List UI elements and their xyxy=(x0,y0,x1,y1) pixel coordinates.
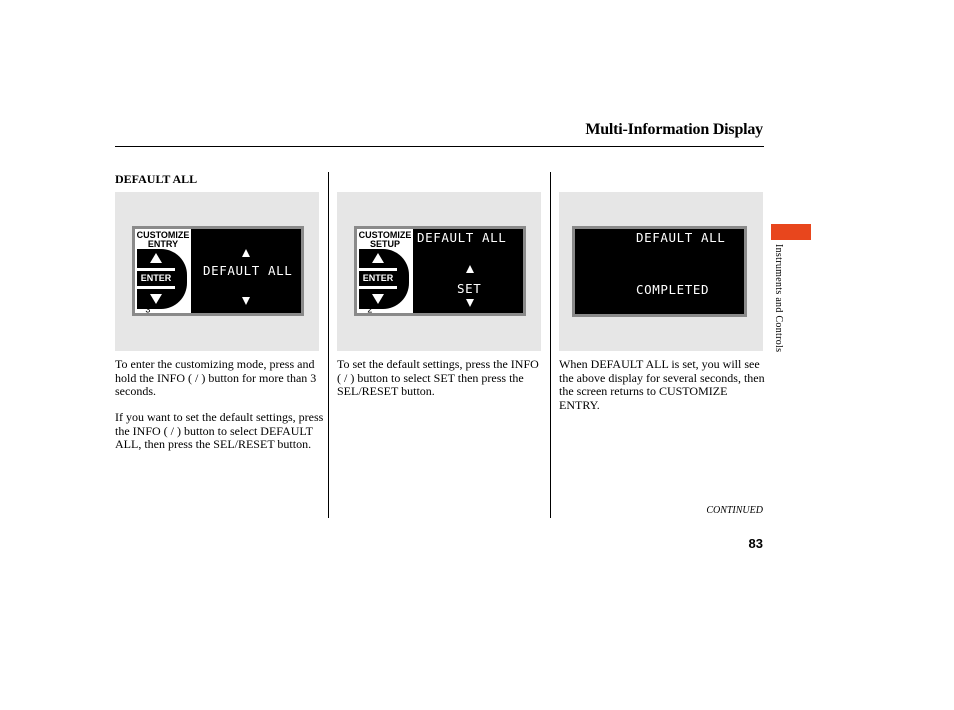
display-illustration-panel xyxy=(115,192,319,351)
screen-text: SET xyxy=(457,281,482,296)
continued-label: CONTINUED xyxy=(706,505,763,516)
up-triangle-icon xyxy=(242,249,250,257)
divider-line xyxy=(359,286,397,289)
page-number: 83 xyxy=(748,536,763,551)
divider-line xyxy=(137,268,175,271)
mode-label: CUSTOMIZE xyxy=(136,230,190,240)
column-divider xyxy=(550,172,551,518)
page-fraction: $^2/_3$ xyxy=(137,296,151,315)
arrow-down-icon xyxy=(372,294,384,304)
screen-text: COMPLETED xyxy=(636,282,710,297)
display-screen xyxy=(572,226,747,317)
display-illustration-panel xyxy=(559,192,763,351)
display-screen xyxy=(132,226,304,316)
caption-paragraph: To set the default settings, press the INFO ( / ) button to select SET then press the SEL/RESET button. xyxy=(337,357,539,398)
divider-line xyxy=(359,268,397,271)
control-strip xyxy=(135,229,191,313)
divider-line xyxy=(137,286,175,289)
enter-label: ENTER xyxy=(362,273,394,283)
up-triangle-icon xyxy=(466,265,474,273)
arrow-up-icon xyxy=(372,253,384,263)
page-fraction: $^1/_2$ xyxy=(359,296,373,315)
column-divider xyxy=(328,172,329,518)
caption-paragraph: To enter the customizing mode, press and hold the INFO ( / ) button for more than 3 seconds. xyxy=(115,357,317,398)
screen-text: DEFAULT ALL xyxy=(636,230,726,245)
page-title: Multi-Information Display xyxy=(585,121,763,138)
down-triangle-icon xyxy=(466,299,474,307)
control-strip xyxy=(357,229,413,313)
screen-text: DEFAULT ALL xyxy=(203,263,293,278)
caption-paragraph: When DEFAULT ALL is set, you will see the above display for several seconds, then the screen returns to CUSTOMIZE ENTRY. xyxy=(559,357,765,412)
screen-title: DEFAULT ALL xyxy=(417,230,507,245)
mode-label: CUSTOMIZE xyxy=(358,230,412,240)
arrow-down-icon xyxy=(150,294,162,304)
display-illustration-panel xyxy=(337,192,541,351)
enter-label: ENTER xyxy=(140,273,172,283)
caption-paragraph: If you want to set the default settings, press the INFO ( / ) button to select DEFAULT ALL, then press the SEL/RESET button. xyxy=(115,410,324,451)
mode-label: ENTRY xyxy=(147,239,179,249)
section-side-label: Instruments and Controls xyxy=(773,244,784,353)
mode-label: SETUP xyxy=(369,239,400,249)
title-rule xyxy=(115,146,764,147)
down-triangle-icon xyxy=(242,297,250,305)
section-tab-marker xyxy=(771,224,811,240)
arrow-up-icon xyxy=(150,253,162,263)
section-heading: DEFAULT ALL xyxy=(115,172,198,186)
display-screen xyxy=(354,226,526,316)
